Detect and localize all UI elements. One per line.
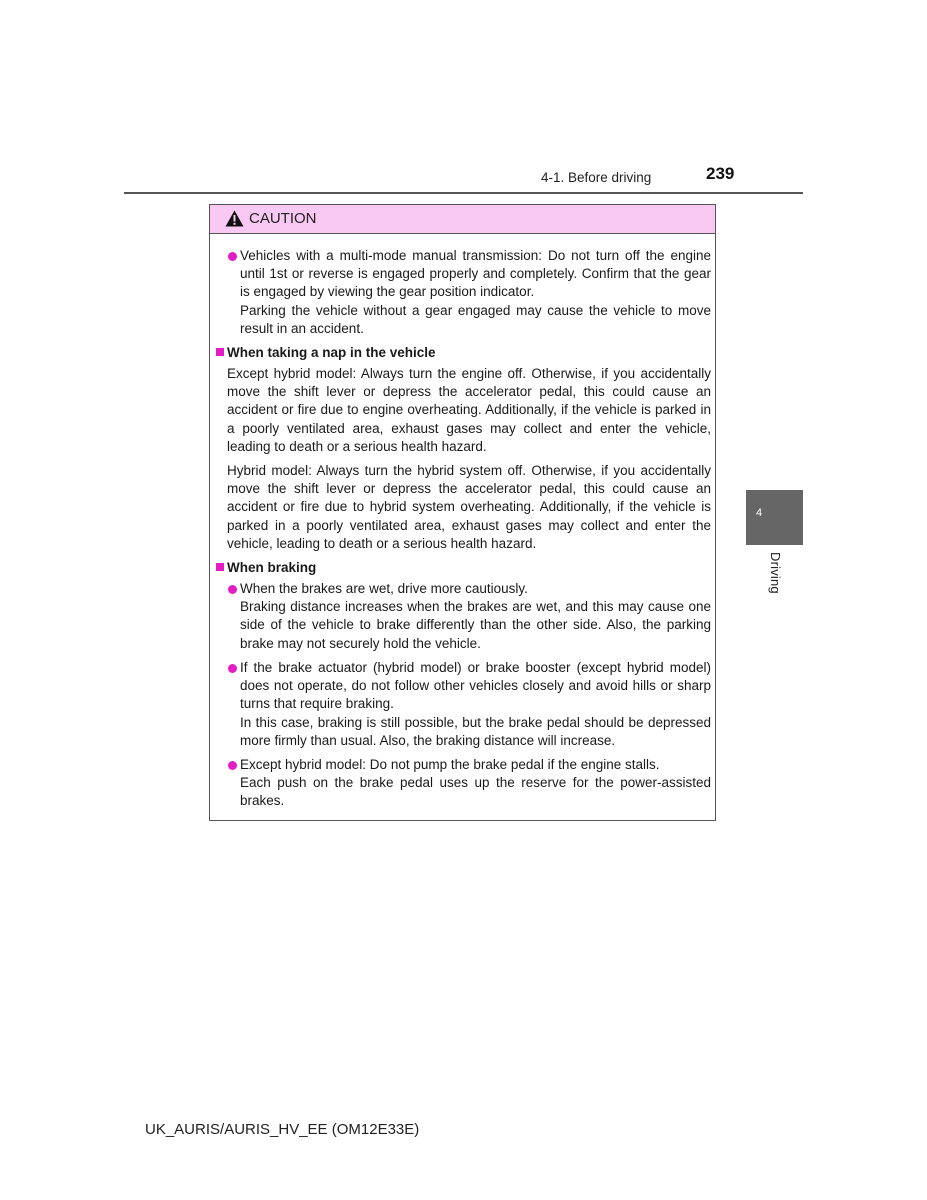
bullet-text: Each push on the brake pedal uses up the reserve for the power-assisted brakes.	[240, 775, 711, 809]
chapter-number: 4	[756, 507, 763, 519]
caution-box	[209, 204, 716, 821]
bullet-text: When the brakes are wet, drive more cautiously.	[240, 581, 528, 596]
bullet-text: If the brake actuator (hybrid model) or brake booster (except hybrid model) does not operate, do not follow other vehicles closely and avoid hills or sharp turns that require braking.	[240, 660, 711, 712]
paragraph-nap-hybrid	[227, 462, 711, 553]
bullet-dot	[228, 252, 237, 261]
bullet-text: Parking the vehicle without a gear engaged may cause the vehicle to move result in an accident.	[240, 302, 711, 336]
bullet-text: In this case, braking is still possible, but the brake pedal should be depressed more firmly than usual. Also, the braking distance will increase.	[240, 714, 711, 748]
subheading-nap	[216, 344, 436, 362]
bullet-multimode-transmission	[240, 247, 711, 338]
bullet-text: Except hybrid model: Do not pump the brake pedal if the engine stalls.	[240, 757, 660, 772]
bullet-dot	[228, 585, 237, 594]
paragraph-text: Except hybrid model: Always turn the engine off. Otherwise, if you accidentally move the shift lever or depress the accelerator pedal, this could cause an accident or fire due to engine overheating. Additionally, if the vehicle is parked in a poorly ventilated area, exhaust gases may collect and enter the vehicle, leading to death or a serious health hazard.	[227, 366, 711, 454]
bullet-engine-stall	[240, 756, 711, 811]
bullet-brake-actuator	[240, 659, 711, 750]
caution-title: CAUTION	[249, 210, 317, 227]
footer-code: UK_AURIS/AURIS_HV_EE (OM12E33E)	[145, 1121, 420, 1138]
warning-triangle-icon	[225, 210, 244, 227]
bullet-text: Braking distance increases when the brakes are wet, and this may cause one side of the vehicle to brake differently than the other side. Also, the parking brake may not securely hold the vehicle.	[240, 599, 711, 651]
bullet-text: Vehicles with a multi-mode manual transmission: Do not turn off the engine until 1st or reverse is engaged properly and completely. Confirm that the gear is engaged by viewing the gear position indicator.	[240, 248, 711, 300]
square-bullet-icon	[216, 563, 224, 571]
subheading-text: When braking	[227, 560, 317, 575]
section-label: 4-1. Before driving	[541, 170, 652, 185]
paragraph-text: Hybrid model: Always turn the hybrid system off. Otherwise, if you accidentally move the shift lever or depress the accelerator pedal, this could cause an accident or fire due to hybrid system overheating. Additionally, if the vehicle is parked in a poorly ventilated area, exhaust gases may collect and enter the vehicle, leading to death or a serious health hazard.	[227, 463, 711, 551]
bullet-dot	[228, 761, 237, 770]
subheading-text: When taking a nap in the vehicle	[227, 345, 436, 360]
page-number: 239	[706, 164, 735, 183]
square-bullet-icon	[216, 348, 224, 356]
caution-header	[210, 205, 715, 234]
subheading-braking	[216, 559, 316, 577]
bullet-wet-brakes	[240, 580, 711, 653]
chapter-name: Driving	[768, 552, 783, 594]
bullet-dot	[228, 664, 237, 673]
paragraph-nap-engine	[227, 365, 711, 456]
chapter-tab	[746, 490, 803, 545]
header-rule	[124, 192, 803, 194]
